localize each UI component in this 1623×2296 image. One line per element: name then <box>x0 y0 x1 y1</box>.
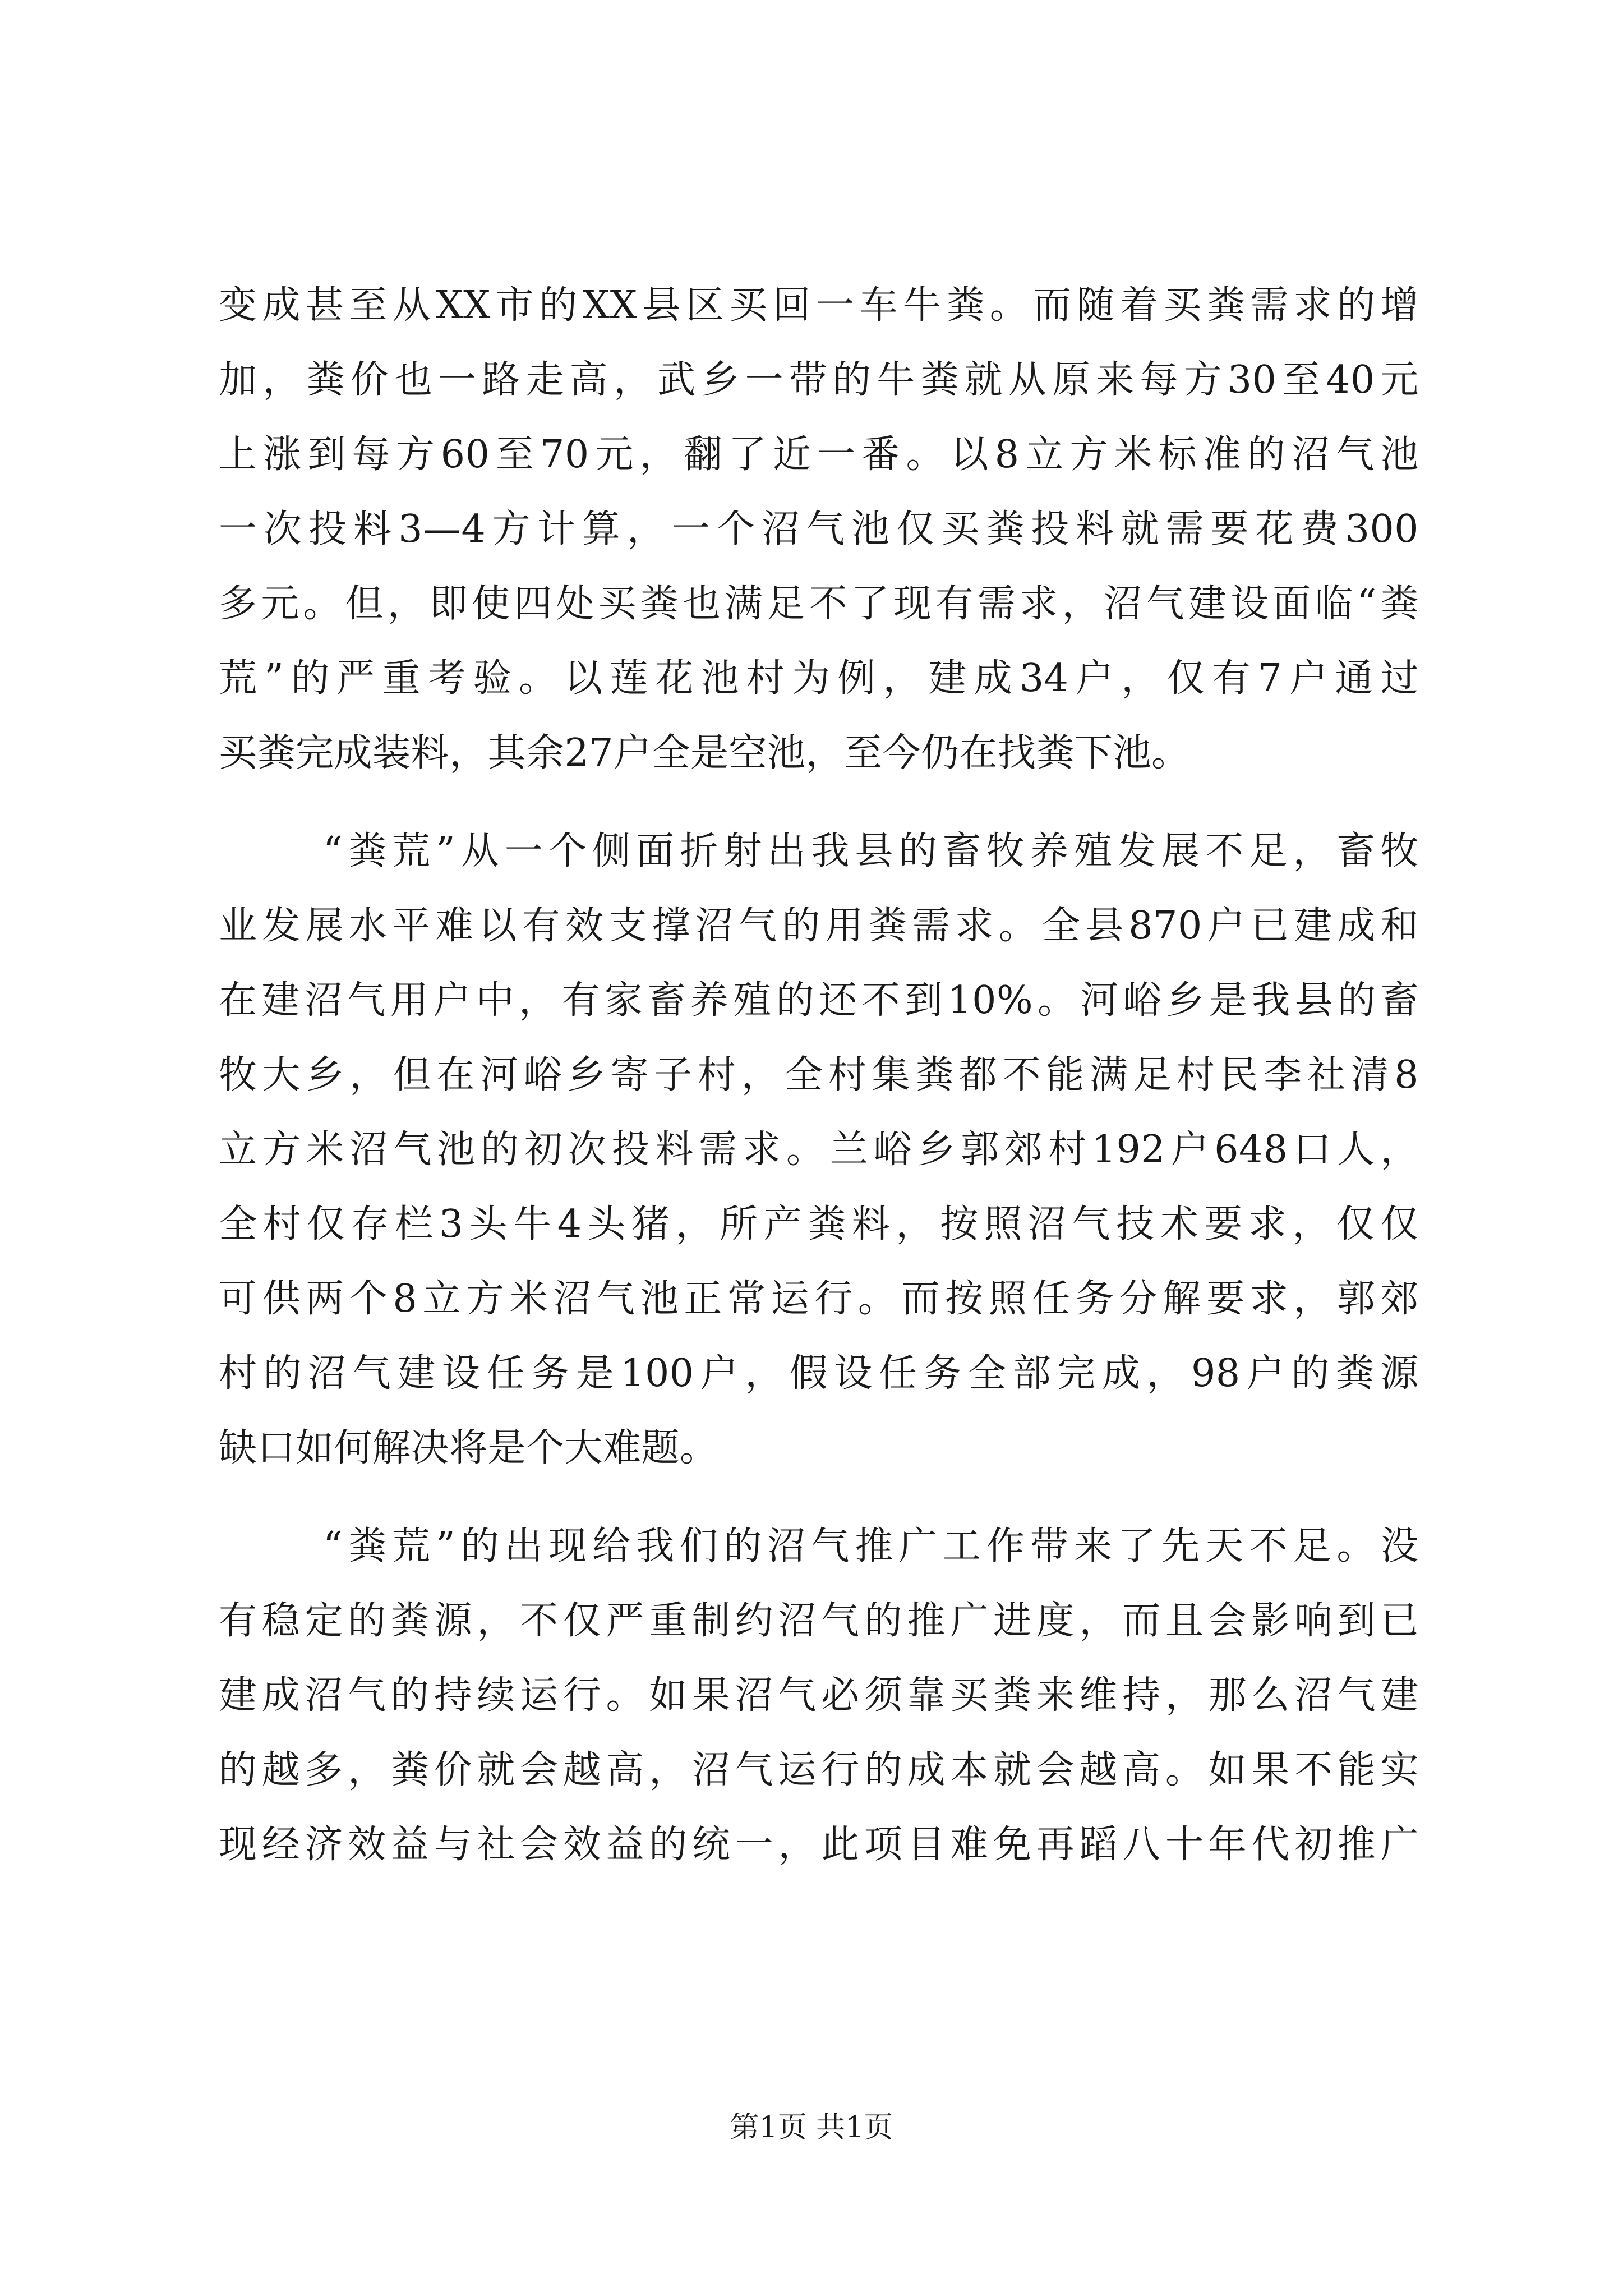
text-line: 变成甚至从XX市的XX县区买回一车牛粪。而随着买粪需求的增 <box>219 283 1419 328</box>
text-line: 业发展水平难以有效支撑沼气的用粪需求。全县870户已建成和 <box>219 904 1419 948</box>
text-line: 有稳定的粪源，不仅严重制约沼气的推广进度，而且会影响到已 <box>219 1599 1419 1643</box>
text-line: 现经济效益与社会效益的统一，此项目难免再蹈八十年代初推广 <box>219 1823 1419 1867</box>
paragraph-2 <box>219 814 1419 1485</box>
text-line: 在建沼气用户中，有家畜养殖的还不到10%。河峪乡是我县的畜 <box>219 978 1419 1023</box>
paragraph-spacer <box>219 1485 1419 1509</box>
text-line: 上涨到每方60至70元，翻了近一番。以8立方米标准的沼气池 <box>219 432 1419 477</box>
page-number-label: 第1页 共1页 <box>730 2111 893 2145</box>
paragraph-spacer <box>219 790 1419 814</box>
text-line: 建成沼气的持续运行。如果沼气必须靠买粪来维持，那么沼气建 <box>219 1673 1419 1718</box>
text-line: 缺口如何解决将是个大难题。 <box>219 1426 718 1470</box>
text-line: 加，粪价也一路走高，武乡一带的牛粪就从原来每方30至40元 <box>219 358 1419 402</box>
text-line: 一次投料3—4方计算，一个沼气池仅买粪投料就需要花费300 <box>219 507 1419 551</box>
paragraph-1 <box>219 268 1419 790</box>
text-line: 可供两个8立方米沼气池正常运行。而按照任务分解要求，郭郊 <box>219 1277 1419 1321</box>
text-line: 牧大乡，但在河峪乡寄子村，全村集粪都不能满足村民李社清8 <box>219 1053 1419 1097</box>
text-line: 村的沼气建设任务是100户，假设任务全部完成，98户的粪源 <box>219 1351 1419 1396</box>
text-line: 多元。但，即使四处买粪也满足不了现有需求，沼气建设面临“粪 <box>219 582 1419 626</box>
text-line: 买粪完成装料，其余27户全是空池，至今仍在找粪下池。 <box>219 731 1190 775</box>
text-line: 全村仅存栏3头牛4头猪，所产粪料，按照沼气技术要求，仅仅 <box>219 1202 1419 1246</box>
text-line: 的越多，粪价就会越高，沼气运行的成本就会越高。如果不能实 <box>219 1748 1419 1792</box>
page-footer <box>0 2108 1623 2147</box>
paragraph-3 <box>219 1509 1419 1882</box>
text-line: 荒”的严重考验。以莲花池村为例，建成34户，仅有7户通过 <box>219 656 1419 701</box>
document-body <box>219 268 1419 1882</box>
text-line: “粪荒”的出现给我们的沼气推广工作带来了先天不足。没 <box>323 1524 1419 1568</box>
text-line: 立方米沼气池的初次投料需求。兰峪乡郭郊村192户648口人， <box>219 1128 1419 1172</box>
text-line: “粪荒”从一个侧面折射出我县的畜牧养殖发展不足，畜牧 <box>323 829 1419 873</box>
